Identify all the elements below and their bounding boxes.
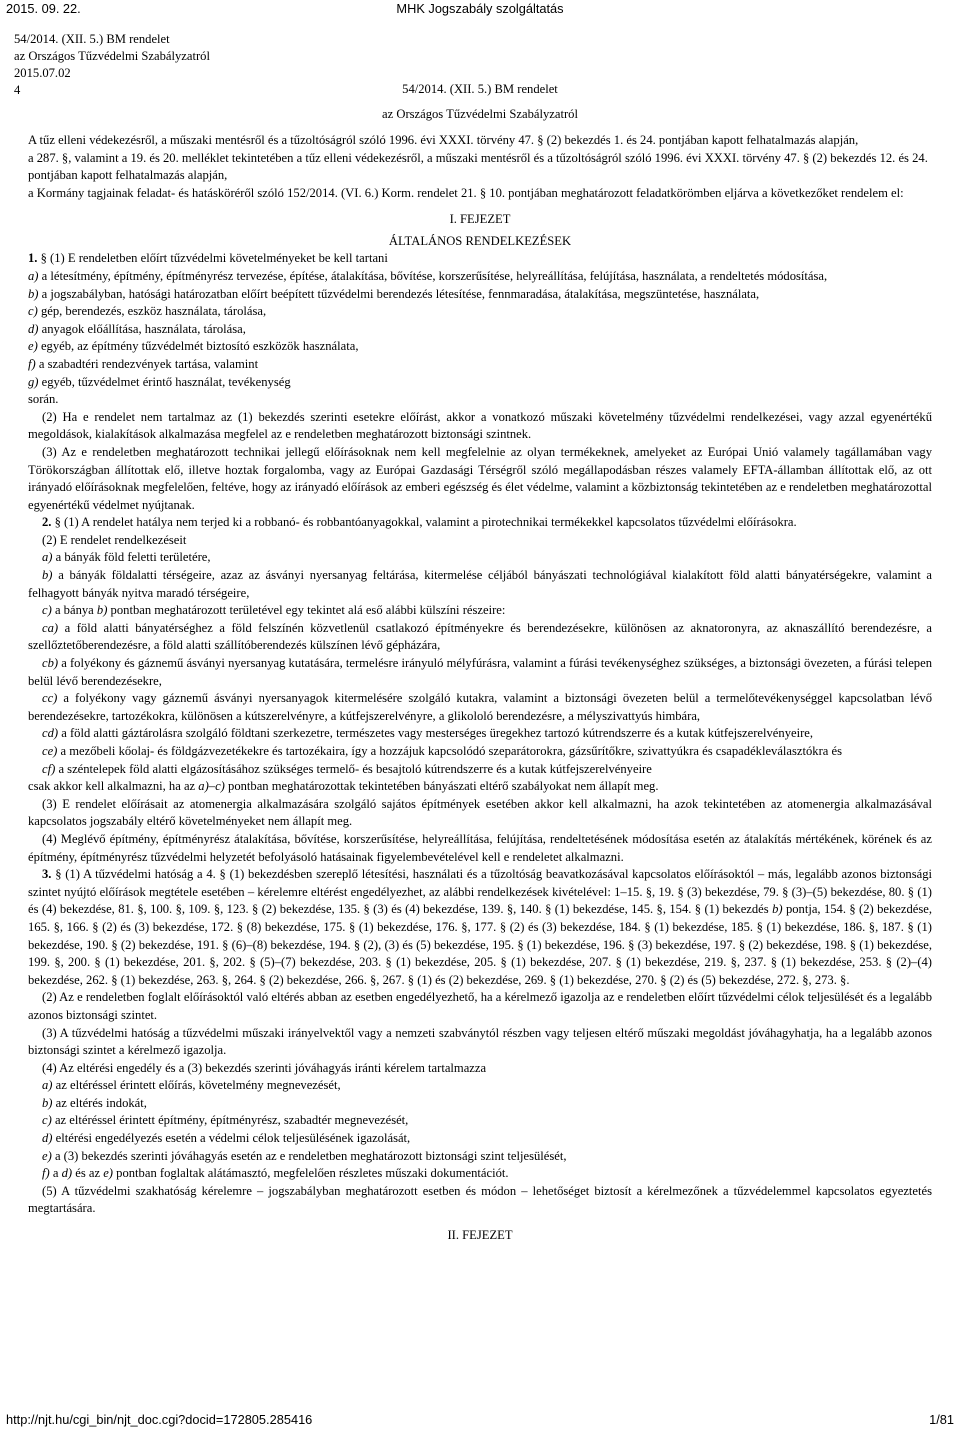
- section-3-para-5: (5) A tűzvédelmi szakhatóság kérelemre – jogszabályban meghatározott esetben és módon – lehetőséget biztosít a kérelmezőnek a tűzvédelemmel kapcsolatos egyeztetés megtartására.: [28, 1183, 932, 1216]
- chapter-2-heading: [28, 1226, 932, 1244]
- section-1-lead: 1. § (1) E rendeletben előírt tűzvédelmi követelményeket be kell tartani: [28, 251, 388, 266]
- section-3-para-3: (3) A tűzvédelmi hatóság a tűzvédelmi műszaki irányelvektől vagy a nemzeti szabványtól részben vagy teljesen eltérő műszaki megoldást jóváhagyhatja, ha a legalább azonos biztonsági szintet a kérelmező igazolja.: [28, 1025, 932, 1058]
- chapter-1-title: ÁLTALÁNOS RENDELKEZÉSEK: [388, 234, 572, 249]
- print-header: [6, 0, 954, 18]
- section-1-item-e: e) egyéb, az építmény tűzvédelmét biztosító eszközök használata,: [28, 339, 359, 354]
- section-1-tail: során.: [28, 392, 59, 407]
- section-3-number: 3.: [42, 867, 52, 882]
- chapter-1-heading: [28, 210, 932, 250]
- section-1-item-a: a) a létesítmény, építmény, építményrész tervezése, építése, átalakítása, bővítése, korszerűsítése, helyreállítása, felújítása, használata, a rendeltetés módosítása,: [28, 268, 828, 283]
- title-line-2: az Országos Tűzvédelmi Szabályzatról: [382, 107, 578, 121]
- section-3-item-a: a) az eltéréssel érintett előírás, követelmény megnevezését,: [42, 1078, 341, 1093]
- preamble-p1: A tűz elleni védekezésről, a műszaki mentésről és a tűzoltóságról szóló 1996. évi XXXI. törvény 47. § (2) bekezdés 1. és 24. pontjában kapott felhatalmazás alapján,: [28, 133, 859, 147]
- meta-date: 2015.07.02: [14, 66, 71, 80]
- section-1-item-c: c) gép, berendezés, eszköz használata, tárolása,: [28, 304, 267, 319]
- section-2-para-4: (4) Meglévő építmény, építményrész átalakítása, bővítése, korszerűsítése, helyreállítása, felújítása, rendeltetésének módosítása esetén az átalakítás mértékének, körének és az építmény, építményrész tűzvédelmi helyzetét befolyásoló hatásainak figyelembevételével kell e rendeletet alkalmazni.: [28, 831, 932, 864]
- meta-subtitle: az Országos Tűzvédelmi Szabályzatról: [14, 49, 210, 63]
- chapter-1-number: I. FEJEZET: [449, 212, 511, 227]
- section-3-item-b: b) az eltérés indokát,: [42, 1095, 147, 1110]
- section-3-para-4: (4) Az eltérési engedély és a (3) bekezdés szerinti jóváhagyás iránti kérelem tartalmazza: [42, 1060, 487, 1075]
- section-3-item-e: e) a (3) bekezdés szerinti jóváhagyás esetén az e rendeletben meghatározott biztonsági szint teljesülését,: [42, 1148, 567, 1163]
- section-2-item-ca: ca) a föld alatti bányatérséghez a föld felszínén közvetlenül csatlakozó építményekre és berendezésekre, különösen az aknatoronyra, az aknaszállító berendezésre, a szellőztetőberendezésre, a föld alatti szállítóberendezés külszínen lévő gépházára,: [28, 620, 932, 653]
- print-footer: [6, 1411, 954, 1429]
- site-name: MHK Jogszabály szolgáltatás: [396, 1, 564, 16]
- section-2-item-cf: cf) a széntelepek föld alatti elgázosításához szükséges termelő- és besajtoló kútrendszerre és a kutak kútfejszerelvényeire: [42, 761, 652, 776]
- section-2-para-3: (3) E rendelet előírásait az atomenergia alkalmazására szolgáló sajátos építmények esetében akkor kell alkalmazni, ha azok tekintetében az atomenergia alkalmazásával kapcsolatos jogszabály eltérő követelményeket nem állapít meg.: [28, 796, 932, 829]
- section-2-item-cd: cd) a föld alatti gáztárolásra szolgáló földtani szerkezetre, természetes vagy mesterséges üregekhez tartozó kútrendszerre és a kutak kútfejszerelvényeire,: [42, 726, 814, 741]
- section-2-item-ce: ce) a mezőbeli kőolaj- és földgázvezetékekre és tartozékaira, így a hozzájuk kapcsolódó szeparátorokra, gázsűrítőkre, szivattyúkra és csapadékleválasztókra és: [42, 744, 843, 758]
- chapter-2-number: II. FEJEZET: [447, 1228, 513, 1243]
- preamble-p3: a Kormány tagjainak feladat- és hatásköréről szóló 152/2014. (VI. 6.) Korm. rendelet 21. § 10. pontjában meghatározott feladatkörömben eljárva a következőket rendelem el:: [28, 185, 904, 200]
- section-2-number: 2.: [42, 515, 52, 530]
- section-3-item-f: f) a d) és az e) pontban foglaltak alátámasztó, megfelelően részletes műszaki dokumentációt.: [42, 1166, 509, 1181]
- section-1-item-b: b) a jogszabályban, hatósági határozatban előírt beépített tűzvédelmi berendezés létesítése, fennmaradása, átalakítása, megszüntetése, használata,: [28, 286, 760, 301]
- section-3-lead: 3. § (1) A tűzvédelmi hatóság a 4. § (1) bekezdésben szereplő létesítési, használati és a tűzoltóság beavatkozásával kapcsolatos előírásoktól – más, legalább azonos biztonsági szintet nyújtó előírások megtétele esetében – kérelemre eltérést engedélyezhet, az alábbi rendelkezések kivételével: 1–15. §, 19. § (3) bekezdése, 79. § (3)–(5) bekezdése, 80. § (1) és (4) bekezdése, 81. §, 100. §, 109. §, 123. § (2) bekezdése, 135. § (3) és (4) bekezdése, 139. §, 140. § (1) bekezdése, 145. §, 154. § (1) bekezdés b) pontja, 154. § (2) bekezdése, 165. §, 166. § (2) és (3) bekezdése, 172. § (8) bekezdése, 175. § (1) bekezdése, 176. §, 177. § (2) és (3) bekezdése, 184. § (1) bekezdése, 185. § (1) bekezdése, 186. §, 187. § (1) bekezdése, 190. § (2) bekezdése, 191. § (6)–(8) bekezdése, 194. § (2), (3) és (5) bekezdése, 195. § (1) bekezdése, 196. § (3) bekezdése, 197. § (2) bekezdése, 198. § (1) bekezdése, 199. §, 200. § (1) bekezdése, 201. §, 202. § (5)–(7) bekezdése, 203. § (1) bekezdése, 205. § (1) bekezdése, 207. § (1) bekezdése, 219. §, 237. § (1) bekezdése, 253. § (2)–(4) bekezdése, 262. § (1) bekezdése, 263. §, 264. § (2) bekezdése, 266. §, 267. § (1) és (2) bekezdése, 269. § (1) bekezdése, 270. § (2) és (5) bekezdése, 272. §, 273. §.: [28, 867, 932, 987]
- preamble-p2: a 287. §, valamint a 19. és 20. melléklet tekintetében a tűz elleni védekezésről, a műszaki mentésről és a tűzoltóságról szóló 1996. évi XXXI. törvény 47. § (2) bekezdés 12. és 24. pontjában kapott felhatalmazás alapján,: [28, 150, 928, 183]
- meta-number: 4: [14, 83, 21, 97]
- section-1-number: 1.: [28, 251, 38, 266]
- section-2-item-cc: cc) a folyékony vagy gáznemű ásványi nyersanyagok kitermelésére szolgáló kutakra, valamint a biztonsági övezeten belül a termelőtevékenységgel kapcsolatban lévő berendezésekre, tartozékokra, különösen a kútszerelvényre, a kútfejszerelvényre, a glikololó berendezésre, a mélyszivattyús himbára,: [28, 691, 932, 723]
- section-2-item-c: c) a bánya b) pontban meghatározott területével egy tekintet alá eső alábbi külszíni részeire:: [42, 603, 506, 618]
- section-1-item-d: d) anyagok előállítása, használata, tárolása,: [28, 321, 246, 336]
- section-1-item-g: g) egyéb, tűzvédelmet érintő használat, tevékenység: [28, 374, 291, 389]
- page-counter: 1/81: [929, 1412, 954, 1427]
- section-1-para-3: (3) Az e rendeletben meghatározott technikai jellegű előírásoknak nem kell megfelelnie az olyan termékeknek, amelyeket az Európai Unió valamely tagállamában vagy Törökországban állítottak elő, illetve hoztak forgalomba, vagy az Európai Gazdasági Térségről szóló megállapodásban részes valamely EFTA-államban állítottak elő, az ott irányadó előírásoknak megfelelően, feltéve, hogy az irányadó előírások az emberi egészség és élet védelme, valamint a közbiztonság tekintetében az e rendeletben meghatározottal egyenértékű védelmet nyújtanak.: [28, 444, 932, 512]
- section-2-item-a: a) a bányák föld feletti területére,: [42, 550, 211, 565]
- section-1-item-f: f) a szabadtéri rendezvények tartása, valamint: [28, 356, 259, 371]
- section-3-para-2: (2) Az e rendeletben foglalt előírásoktól való eltérés abban az esetben engedélyezhető, ha a kérelmező igazolja az e rendeletben előírt tűzvédelmi célok teljesülését és a legalább azonos biztonsági szintet.: [28, 990, 932, 1022]
- title-line-1: 54/2014. (XII. 5.) BM rendelet: [402, 82, 558, 96]
- section-2-tail: csak akkor kell alkalmazni, ha az a)–c) pontban meghatározottak tekintetében bányászati eltérő szabályokat nem állapít meg.: [28, 779, 659, 794]
- document-body: [28, 80, 932, 1244]
- print-date: 2015. 09. 22.: [6, 1, 81, 16]
- section-3-item-d: d) eltérési engedélyezés esetén a védelmi célok teljesülésének igazolását,: [42, 1131, 411, 1146]
- document-url-link[interactable]: http://njt.hu/cgi_bin/njt_doc.cgi?docid=172805.285416: [6, 1412, 313, 1427]
- section-2-item-cb: cb) a folyékony és gáznemű ásványi nyersanyag kutatására, termelésre irányuló mélyfúrásra, valamint a fúrási tevékenységhez szükséges, a biztonsági övezeten, a fúrási telepen belül lévő berendezésekre,: [28, 656, 932, 688]
- section-3-item-c: c) az eltéréssel érintett építmény, építményrész, szabadtér megnevezését,: [42, 1113, 409, 1128]
- section-2-lead: 2. § (1) A rendelet hatálya nem terjed ki a robbanó- és robbantóanyagokkal, valamint a pirotechnikai termékekkel kapcsolatos tűzvédelmi előírásokra.: [42, 515, 797, 530]
- document-title: [28, 80, 932, 123]
- section-2-item-b: b) a bányák földalatti térségeire, azaz az ásványi nyersanyag feltárása, kitermelése céljából bányászati technológiával kialakított föld alatti bányatérségekre, valamint a felhagyott bányák nyitva maradó térségeire,: [28, 568, 932, 600]
- section-1-para-2: (2) Ha e rendelet nem tartalmaz az (1) bekezdés szerinti esetekre előírást, akkor a vonatkozó műszaki követelmény tűzvédelmi rendelkezései, vagy azzal egyenértékű megoldások, kialakítások alkalmazása megfelel az e rendeletben meghatározott biztonsági szintnek.: [28, 409, 932, 442]
- meta-title: 54/2014. (XII. 5.) BM rendelet: [14, 32, 170, 46]
- section-2-para-2: (2) E rendelet rendelkezéseit: [42, 532, 187, 547]
